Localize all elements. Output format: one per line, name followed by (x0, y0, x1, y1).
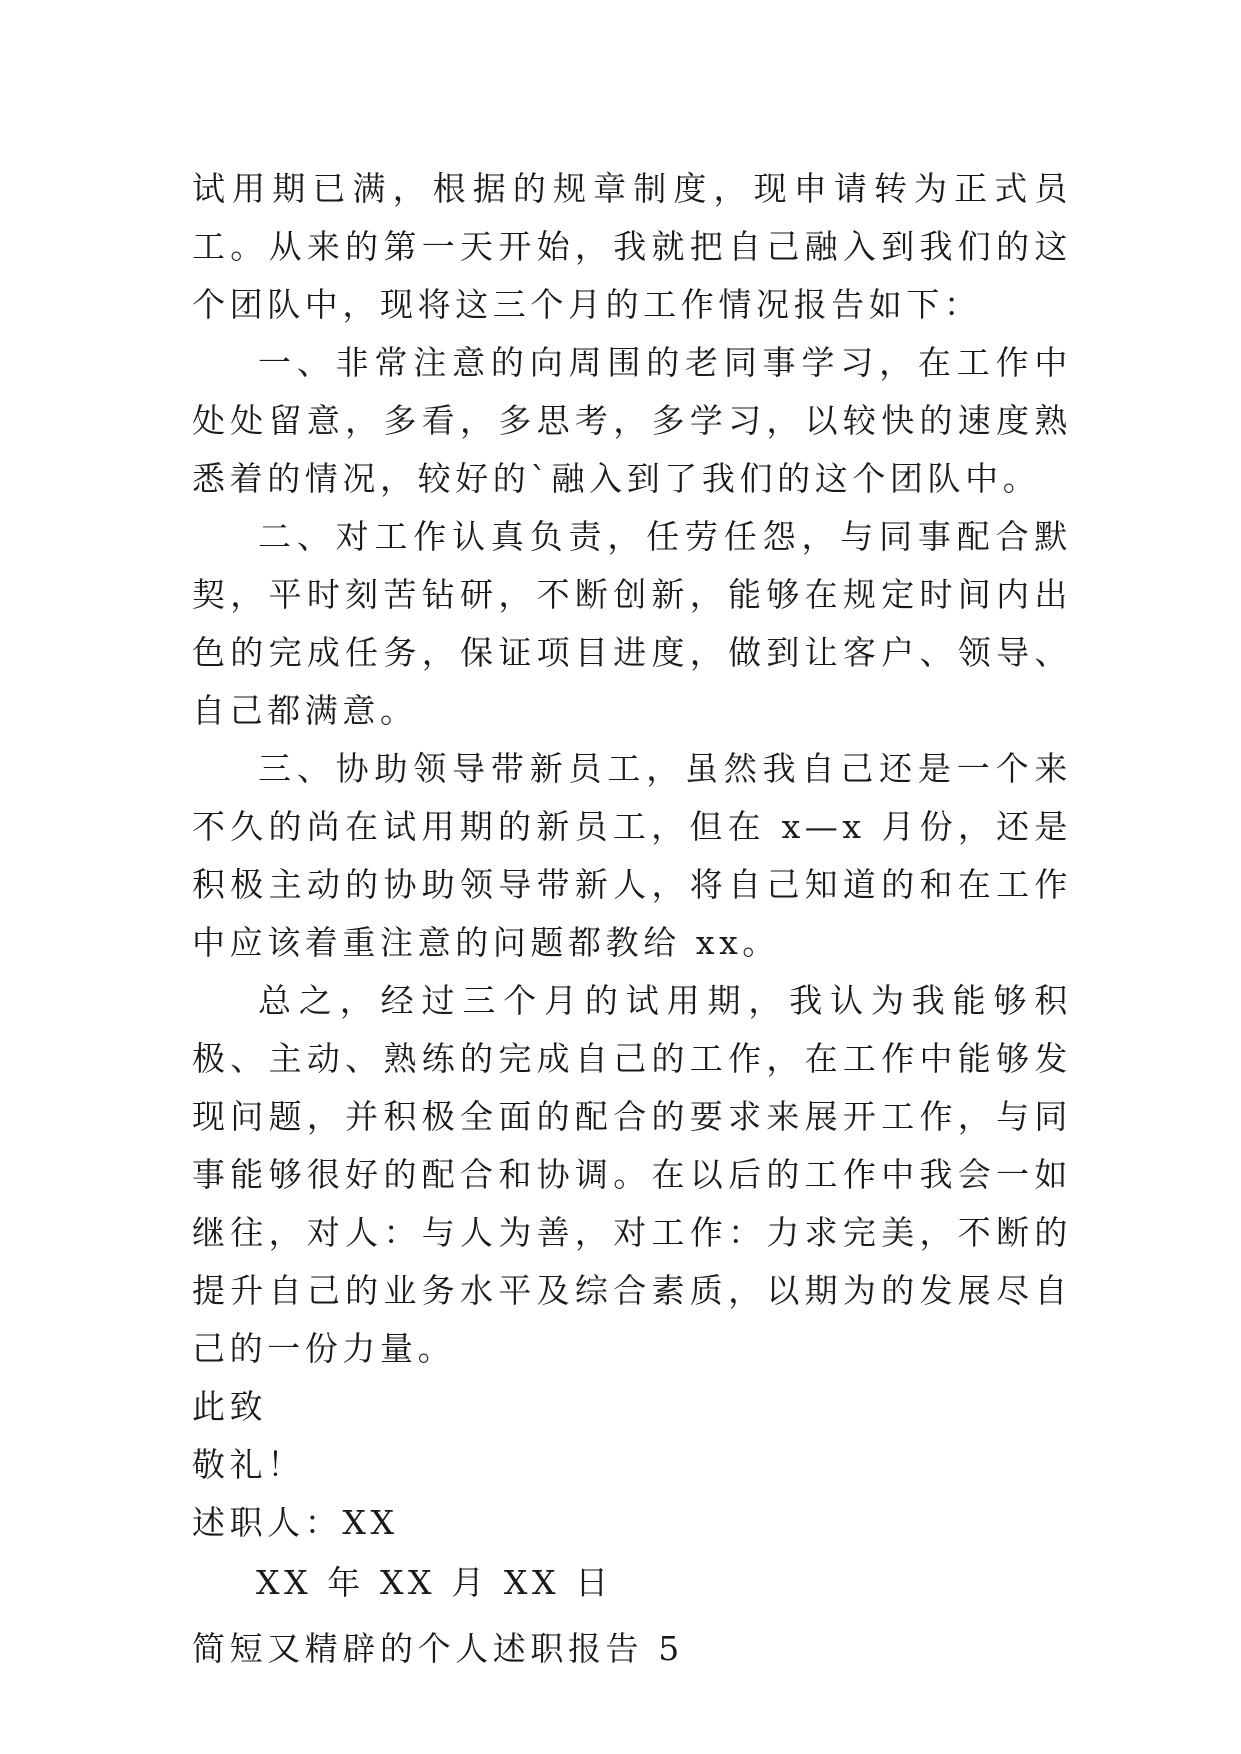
paragraph-point-2: 二、对工作认真负责，任劳任怨，与同事配合默契，平时刻苦钻研，不断创新，能够在规定时间内出色的完成任务，保证项目进度，做到让客户、领导、自己都满意。 (192, 517, 1072, 730)
paragraph-point-1: 一、非常注意的向周围的老同事学习，在工作中处处留意，多看，多思考，多学习，以较快的速度熟悉着的情况，较好的`融入到了我们的这个团队中。 (192, 343, 1072, 498)
paragraph-point-3: 三、协助领导带新员工，虽然我自己还是一个来不久的尚在试用期的新员工，但在 x—x 月份，还是积极主动的协助领导带新人，将自己知道的和在工作中应该着重注意的问题都教给 xx。 (192, 749, 1072, 962)
closing-regards: 敬礼！ (192, 1445, 305, 1484)
date-line: XX 年 XX 月 XX 日 (256, 1563, 613, 1602)
next-section-heading: 简短又精辟的个人述职报告 5 (192, 1629, 684, 1668)
signature-line: 述职人：XX (192, 1503, 399, 1542)
paragraph-summary: 总之，经过三个月的试用期，我认为我能够积极、主动、熟练的完成自己的工作，在工作中能够发现问题，并积极全面的配合的要求来展开工作，与同事能够很好的配合和协调。在以后的工作中我会一如继往，对人：与人为善，对工作：力求完美，不断的提升自己的业务水平及综合素质，以期为的发展尽自己的一份力量。 (192, 981, 1072, 1368)
document-body (192, 160, 1072, 1678)
closing-salutation: 此致 (192, 1387, 268, 1426)
paragraph-intro: 试用期已满，根据的规章制度，现申请转为正式员工。从来的第一天开始，我就把自己融入到我们的这个团队中，现将这三个月的工作情况报告如下： (192, 169, 1072, 324)
